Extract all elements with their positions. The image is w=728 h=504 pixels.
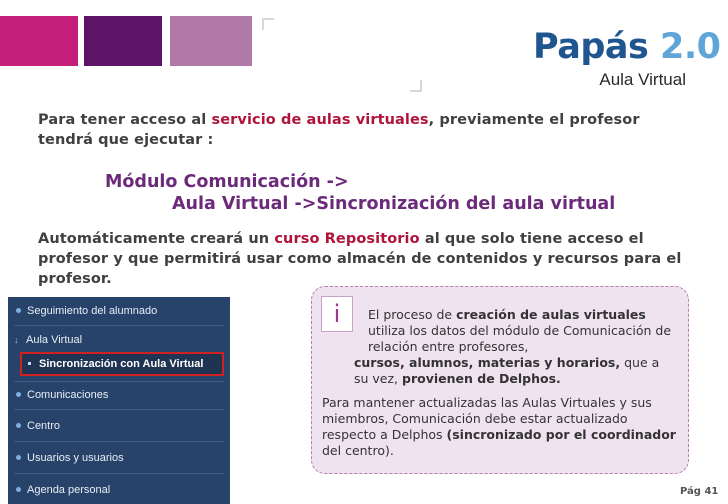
callout-text-2 xyxy=(354,355,674,387)
callout-bold: creación de aulas virtuales xyxy=(456,307,646,322)
menu-item-label: Seguimiento del alumnado xyxy=(27,305,158,317)
auto-post: al que solo tiene acceso el profesor y que permitirá usar como almacén de contenidos y recursos para el profesor. xyxy=(38,231,682,287)
callout-text-1 xyxy=(368,307,678,355)
header-block-magenta xyxy=(0,16,78,66)
auto-highlight: curso Repositorio xyxy=(274,231,420,247)
callout-bold: provienen de Delphos. xyxy=(402,371,561,386)
intro-pre: Para tener acceso al xyxy=(38,112,212,128)
corner-mark-top xyxy=(262,18,274,30)
header-block-lilac xyxy=(170,16,252,66)
menu-item-label: Aula Virtual xyxy=(26,334,83,346)
menu-item-seguimiento[interactable] xyxy=(14,301,224,321)
menu-item-label: Agenda personal xyxy=(27,484,111,496)
page-number: Pág 41 xyxy=(680,486,719,497)
menu-item-label: Comunicaciones xyxy=(27,389,109,401)
intro-paragraph xyxy=(38,110,678,150)
auto-paragraph xyxy=(38,229,688,289)
bullet-icon xyxy=(16,308,21,313)
menu-item-aula-virtual[interactable] xyxy=(14,330,224,350)
menu-item-centro[interactable] xyxy=(14,416,224,436)
logo-main: Papás xyxy=(533,27,649,67)
papas-logo xyxy=(533,26,721,68)
menu-divider xyxy=(14,409,224,410)
menu-item-label: Centro xyxy=(27,420,61,432)
module-path-line2: Aula Virtual ->Sincronización del aula virtual xyxy=(172,194,616,214)
intro-highlight: servicio de aulas virtuales xyxy=(211,112,429,128)
bullet-icon xyxy=(16,455,21,460)
chevron-down-icon: ↓ xyxy=(14,335,19,345)
menu-item-usuarios[interactable] xyxy=(14,448,224,468)
menu-divider xyxy=(14,325,224,326)
menu-item-agenda[interactable] xyxy=(14,480,224,500)
menu-item-label: Sincronización con Aula Virtual xyxy=(39,358,204,370)
page-subtitle: Aula Virtual xyxy=(599,70,686,89)
callout-bold: (sincronizado por el coordinador xyxy=(446,427,676,442)
callout-text: que a su vez, xyxy=(354,355,660,386)
callout-bold: cursos, alumnos, materias y horarios, xyxy=(354,355,621,370)
bullet-icon xyxy=(16,423,21,428)
menu-divider xyxy=(14,473,224,474)
callout-text: utiliza los datos del módulo de Comunicación de relación entre profesores, xyxy=(368,323,672,354)
module-path-line1: Módulo Comunicación -> xyxy=(105,172,349,192)
header-block-purple xyxy=(84,16,162,66)
bullet-icon xyxy=(16,487,21,492)
menu-item-sincronizacion[interactable] xyxy=(20,352,224,376)
callout-text: del centro). xyxy=(322,443,394,458)
callout-text: El proceso de xyxy=(368,307,457,322)
info-icon: i xyxy=(321,296,353,332)
auto-pre: Automáticamente creará un xyxy=(38,231,275,247)
side-menu xyxy=(8,297,230,504)
menu-divider xyxy=(14,381,224,382)
intro-post: , previamente el profesor tendrá que ejecutar : xyxy=(38,112,640,148)
bullet-icon xyxy=(16,392,21,397)
menu-item-label: Usuarios y usuarios xyxy=(27,452,124,464)
corner-mark-bottom xyxy=(410,80,422,92)
callout-text: Para mantener actualizadas las Aulas Virtuales y sus miembros, Comunicación debe estar actualizado respecto a Delphos xyxy=(322,395,652,442)
bullet-icon xyxy=(28,362,31,365)
logo-version: 2.0 xyxy=(660,27,721,67)
menu-item-comunicaciones[interactable] xyxy=(14,385,224,405)
callout-text-3 xyxy=(322,395,682,459)
menu-divider xyxy=(14,441,224,442)
